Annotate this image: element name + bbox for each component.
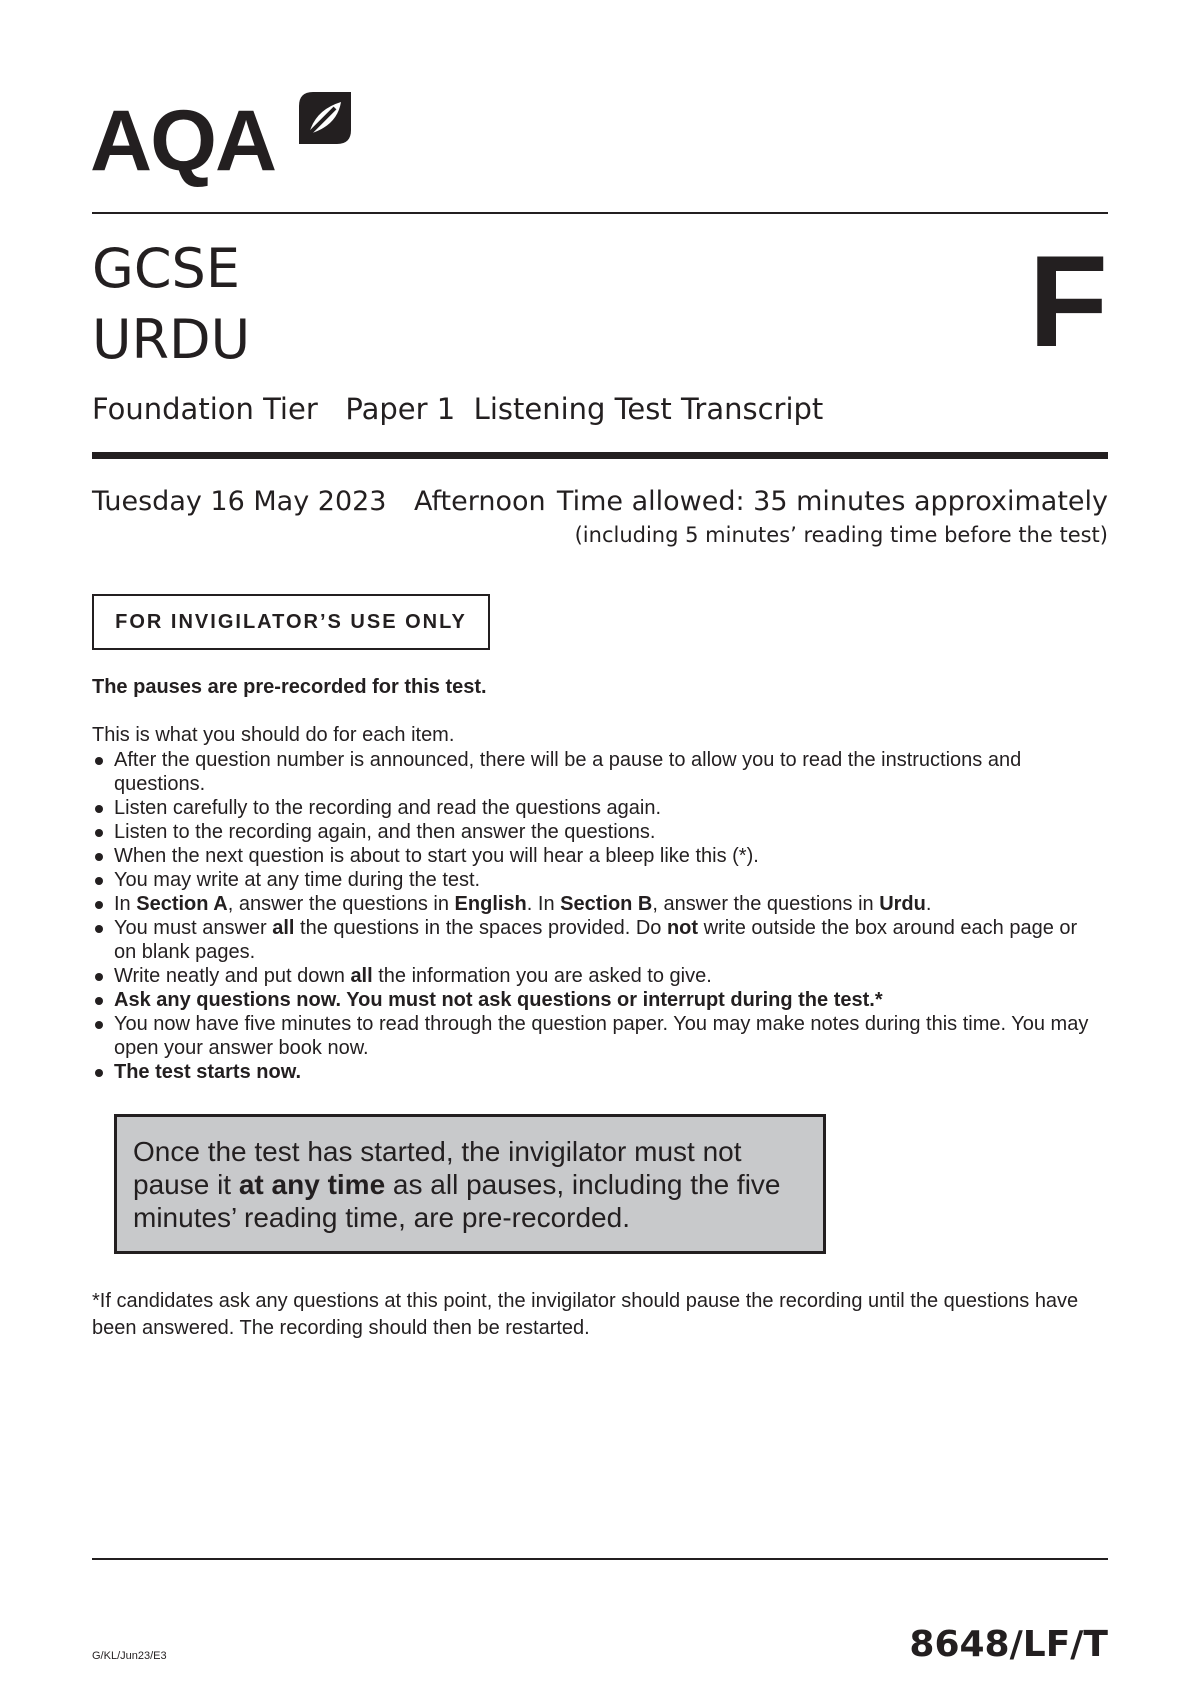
text-run: Listen carefully to the recording and read the questions again. [114,797,662,819]
exam-date: Tuesday 16 May 2023 [92,486,387,517]
text-run: as all pauses, including the five minutes’ reading time, are pre-recorded. [133,1169,781,1233]
instruction-item [92,820,1092,844]
paper-details [92,392,823,426]
bottom-rule [92,1558,1108,1560]
notice-box [114,1114,826,1254]
top-rule [92,212,1108,214]
thick-rule [92,452,1108,459]
text-run: write outside the box around each page or on blank pages. [114,917,1078,963]
text-run: , answer the questions in [227,893,455,915]
time-allowed: Time allowed: 35 minutes approximately [556,486,1108,517]
text-run: After the question number is announced, there will be a pause to allow you to read the instructions and questions. [114,749,1022,795]
qualification-title: GCSE [92,237,240,300]
paper-code: 8648/LF/T [909,1624,1108,1665]
instruction-item [92,916,1092,964]
bullet-icon [95,1069,103,1077]
tier-letter: F [1028,228,1108,374]
bold-text: at any time [238,1169,386,1200]
footnote: *If candidates ask any questions at this point, the invigilator should pause the recording until the questions have been answered. The recording should then be restarted. [92,1290,1079,1339]
bold-text: Section A [136,893,228,915]
text-run: Write neatly and put down [114,965,351,987]
instruction-item [92,988,1092,1012]
instruction-item [92,796,1092,820]
text-run: You may write at any time during the test. [114,869,481,891]
instruction-item [92,868,1092,892]
instructions-intro: This is what you should do for each item. [92,724,455,746]
bullet-icon [95,853,103,861]
paper-label: Paper 1 [345,392,456,426]
pauses-note: The pauses are pre-recorded for this test. [92,676,487,698]
bullet-icon [95,1021,103,1029]
text-run: , answer the questions in [652,893,880,915]
tier-label: Foundation Tier [92,392,318,426]
bold-text: Urdu [879,893,926,915]
subject-title: URDU [92,308,251,371]
aqa-logo: AQA [90,93,276,189]
bullet-icon [95,805,103,813]
component-label: Listening Test Transcript [473,392,824,426]
instruction-item [92,748,1092,796]
text-run: Once the test has started, the invigilator must not pause it [133,1136,742,1200]
bullet-icon [95,829,103,837]
bold-text: English [454,893,527,915]
bold-text: all [350,965,373,987]
instruction-item [92,844,1092,868]
time-note: (including 5 minutes’ reading time before the test) [574,523,1108,547]
invigilator-use-box: FOR INVIGILATOR’S USE ONLY [92,594,490,650]
bold-text: Ask any questions now. You must not ask questions or interrupt during the test.* [114,989,883,1011]
text-run: . In [526,893,561,915]
bullet-icon [95,877,103,885]
text-run: When the next question is about to start you will hear a bleep like this (*). [114,845,759,867]
bold-text: Section B [560,893,653,915]
text-run: In [114,893,137,915]
text-run: the information you are asked to give. [372,965,712,987]
instruction-item [92,1012,1092,1060]
text-run: You now have five minutes to read through the question paper. You may make notes during this time. You may open your answer book now. [114,1013,1089,1059]
bullet-icon [95,757,103,765]
bullet-icon [95,997,103,1005]
bullet-icon [95,973,103,981]
bold-text: not [666,917,699,939]
instruction-item [92,1060,1092,1084]
text-run: . [925,893,932,915]
text-run: the questions in the spaces provided. Do [294,917,667,939]
bold-text: The test starts now. [114,1061,302,1083]
instruction-list [92,748,1092,1084]
exam-session: Afternoon [414,486,546,517]
text-run: You must answer [114,917,273,939]
document-reference: G/KL/Jun23/E3 [92,1650,167,1662]
instruction-item [92,964,1092,988]
leaf-icon [295,88,353,146]
bullet-icon [95,901,103,909]
text-run: Listen to the recording again, and then answer the questions. [114,821,656,843]
bold-text: all [272,917,295,939]
bullet-icon [95,925,103,933]
instruction-item [92,892,1092,916]
